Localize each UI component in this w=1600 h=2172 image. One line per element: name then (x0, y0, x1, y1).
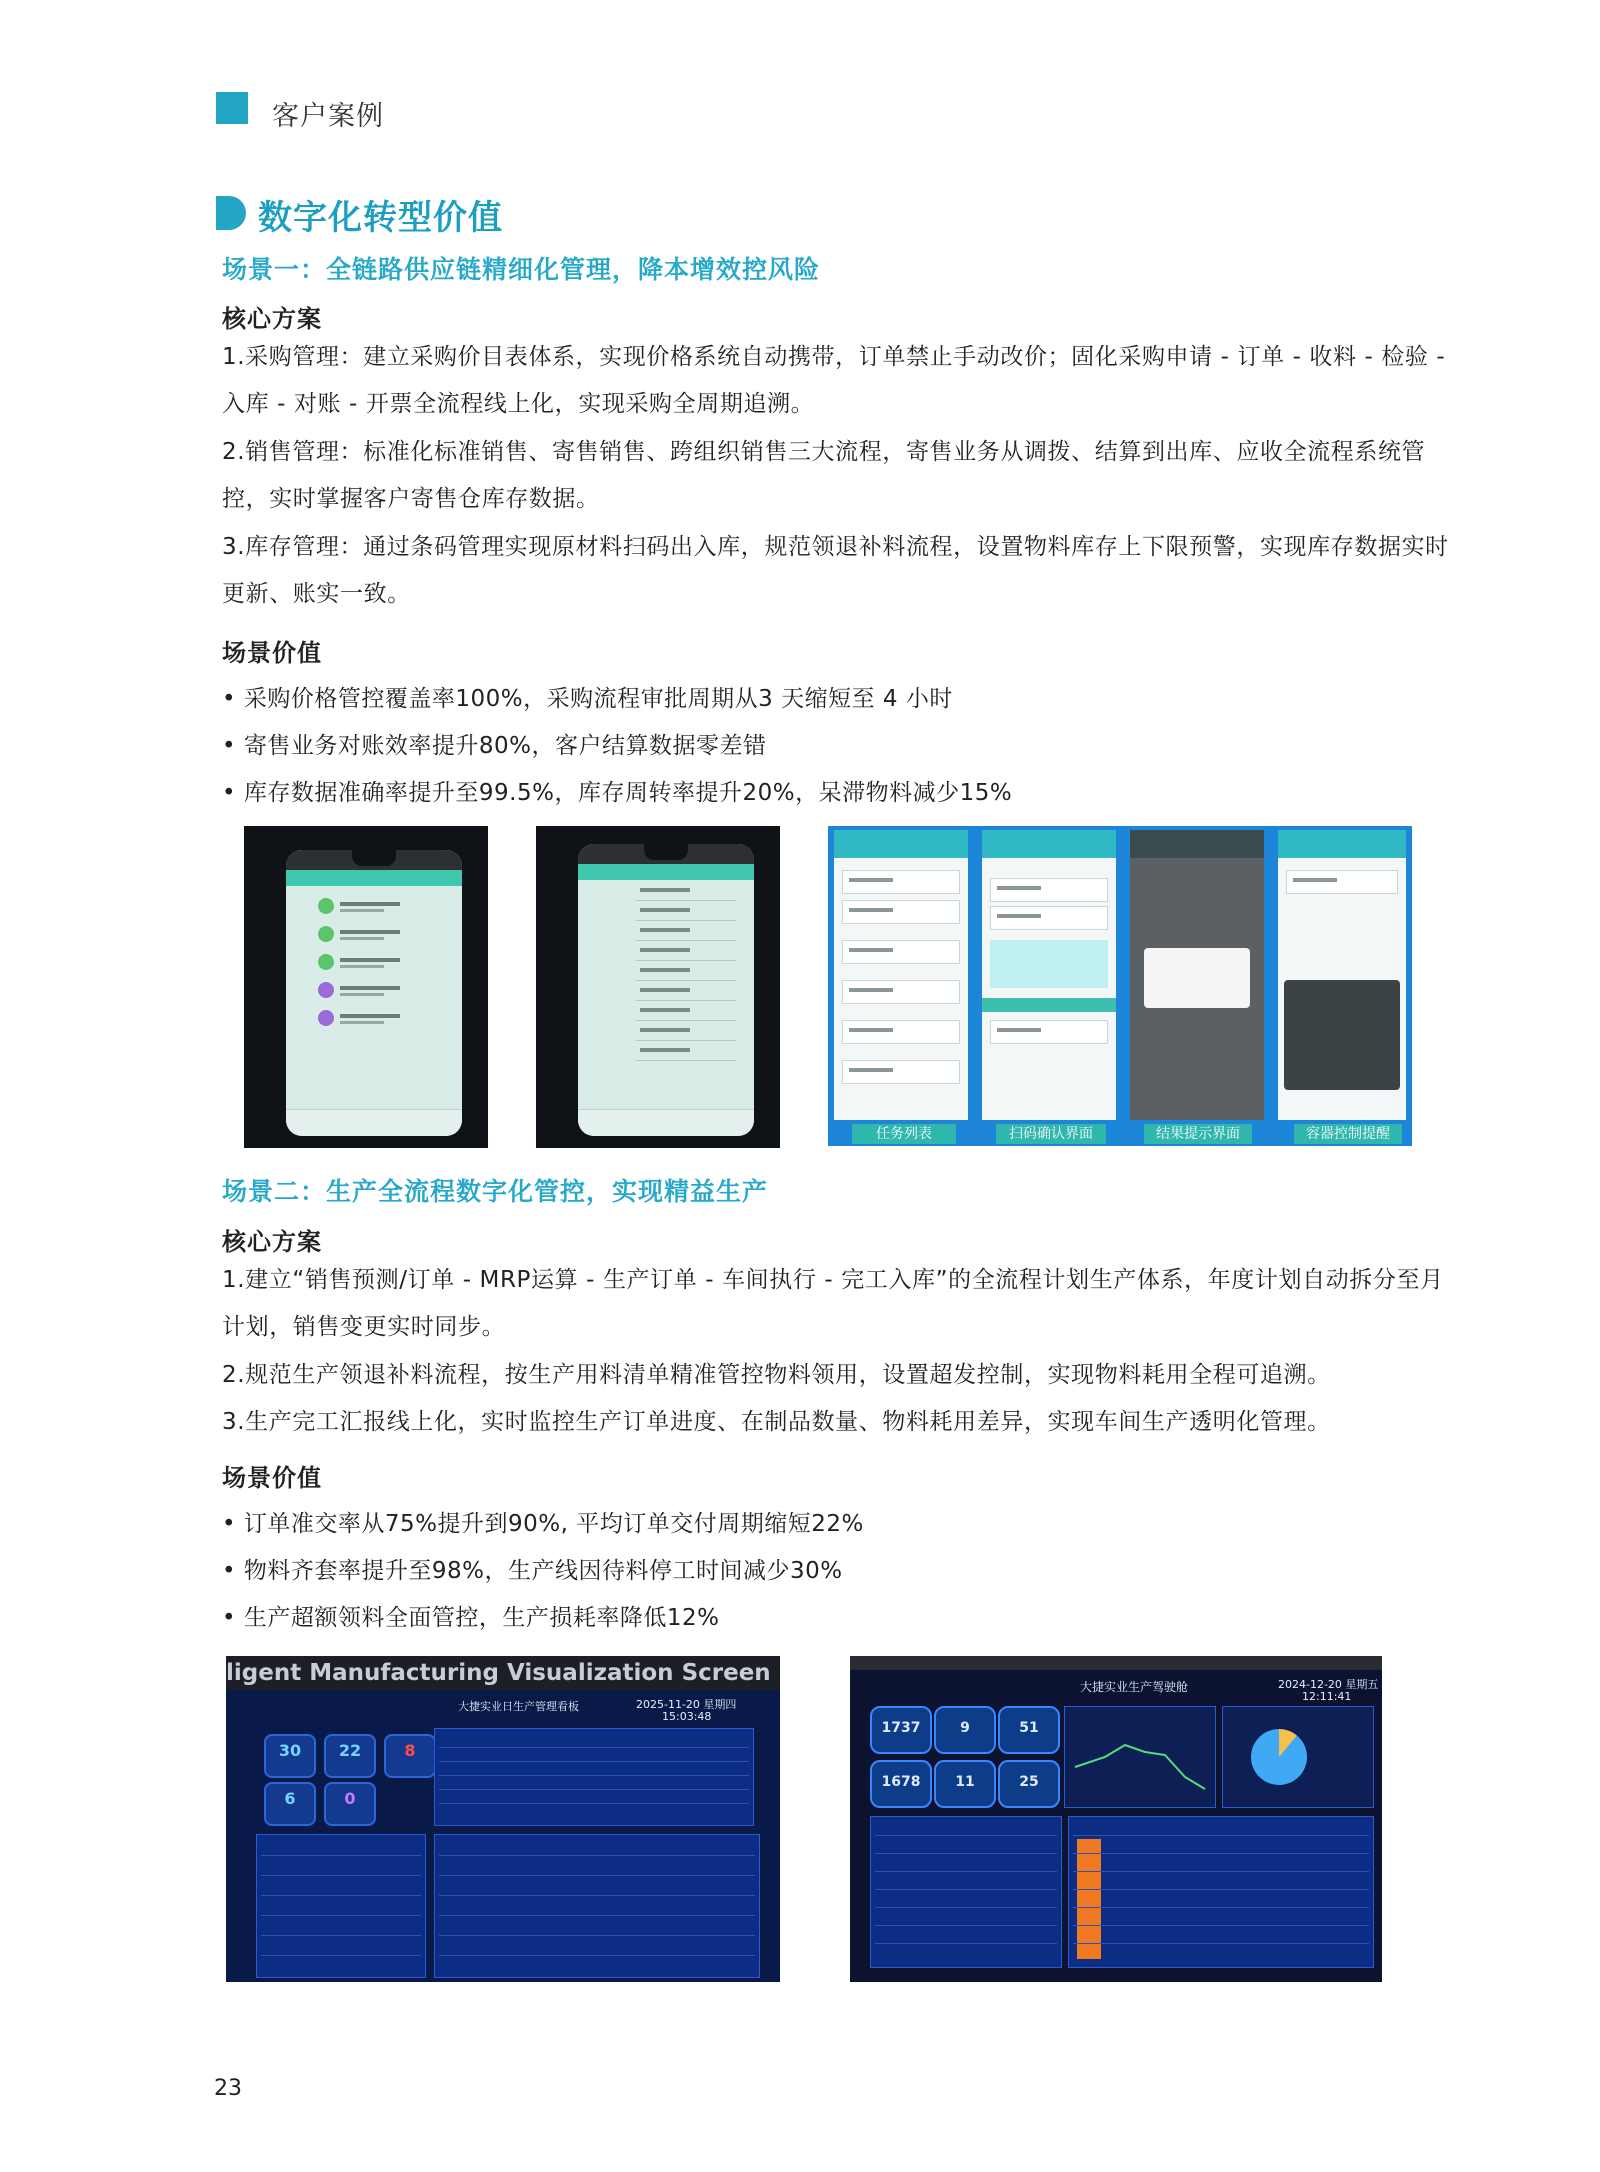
section-title: 数字化转型价值 (258, 198, 503, 238)
dashboard2-left-table (870, 1816, 1062, 1968)
caption-container-warning: 容器控制提醒 (1294, 1124, 1402, 1144)
page-number: 23 (214, 2076, 242, 2101)
dashboard2-kpi-1: 1737 (870, 1706, 932, 1754)
dashboard1-kpi-5: 0 (324, 1782, 376, 1826)
scene2-title: 场景二：生产全流程数字化管控，实现精益生产 (222, 1177, 769, 1206)
caption-result-prompt: 结果提示界面 (1144, 1124, 1252, 1144)
dashboard-photo-2 (850, 1656, 1382, 1982)
caption-scan-confirm: 扫码确认界面 (996, 1124, 1106, 1144)
app-screen-result-prompt (1130, 830, 1264, 1120)
phone-screen (286, 850, 462, 1136)
scene1-solution-heading: 核心方案 (222, 305, 322, 333)
scene2-value-3: • 生产超额领料全面管控，生产损耗率降低12% (222, 1605, 720, 1631)
trend-line-graphic (1065, 1707, 1215, 1807)
dashboard1-kpi-2: 22 (324, 1734, 376, 1778)
section-label: 客户案例 (272, 101, 384, 132)
dashboard2-kpi-3: 51 (998, 1706, 1060, 1754)
dashboard1-output-table (256, 1834, 426, 1978)
scene1-item-3: 3.库存管理：通过条码管理实现原材料扫码出入库，规范领退补料流程，设置物料库存上下限预警，实现库存数据实时更新、账实一致。 (222, 534, 1449, 607)
scene2-value-1: • 订单准交率从75%提升到90%, 平均订单交付周期缩短22% (222, 1511, 864, 1537)
scene1-value-2: • 寄售业务对账效率提升80%，客户结算数据零差错 (222, 733, 767, 759)
dashboard1-kpi-4: 6 (264, 1782, 316, 1826)
dashboard2-kpi-4: 1678 (870, 1760, 932, 1808)
app-screen-scan-confirm (982, 830, 1116, 1120)
scene1-title: 场景一：全链路供应链精细化管理，降本增效控风险 (222, 255, 821, 284)
dashboard2-date: 2024-12-20 星期五 (1278, 1678, 1379, 1691)
scene1-value-1: • 采购价格管控覆盖率100%，采购流程审批周期从3 天缩短至 4 小时 (222, 686, 953, 712)
scene2-solution-heading: 核心方案 (222, 1228, 322, 1256)
dashboard-photo-1 (226, 1656, 780, 1982)
app-screen-task-list (834, 830, 968, 1120)
header-accent-square (216, 92, 248, 124)
dashboard1-task-table (434, 1728, 754, 1826)
phone-photo-1 (244, 826, 488, 1148)
scene1-item-1: 1.采购管理：建立采购价目表体系，实现价格系统自动携带，订单禁止手动改价；固化采购申请 - 订单 - 收料 - 检验 - 入库 - 对账 - 开票全流程线上化，实现采购全周期追溯。 (222, 344, 1446, 417)
scene2-item-3: 3.生产完工汇报线上化，实时监控生产订单进度、在制品数量、物料耗用差异，实现车间生产透明化管理。 (222, 1409, 1331, 1435)
caption-task-list: 任务列表 (852, 1124, 956, 1144)
app-screenshots-panel (828, 826, 1412, 1146)
phone-screen (578, 844, 754, 1136)
scene2-item-2: 2.规范生产领退补料流程，按生产用料清单精准管控物料领用，设置超发控制，实现物料耗用全程可追溯。 (222, 1362, 1331, 1388)
dashboard2-kpi-5: 11 (934, 1760, 996, 1808)
dashboard2-title: 大捷实业生产驾驶舱 (1080, 1680, 1189, 1694)
scene2-value-2: • 物料齐套率提升至98%，生产线因待料停工时间减少30% (222, 1558, 843, 1584)
dashboard1-datetime: 2025-11-20 星期四 (636, 1698, 737, 1711)
dashboard2-right-table (1068, 1816, 1374, 1968)
dashboard2-time: 12:11:41 (1302, 1690, 1352, 1703)
phone-photo-2 (536, 826, 780, 1148)
section-title-marker (216, 196, 246, 230)
dashboard1-kpi-3: 8 (384, 1734, 436, 1778)
scene1-item-2: 2.销售管理：标准化标准销售、寄售销售、跨组织销售三大流程，寄售业务从调拨、结算到出库、应收全流程系统管控，实时掌握客户寄售仓库存数据。 (222, 439, 1426, 512)
scene2-value-heading: 场景价值 (222, 1464, 322, 1492)
dashboard2-kpi-6: 25 (998, 1760, 1060, 1808)
dashboard1-order-table (434, 1834, 760, 1978)
scene1-value-heading: 场景价值 (222, 639, 322, 667)
dashboard2-kpi-2: 9 (934, 1706, 996, 1754)
dashboard2-pie-chart (1222, 1706, 1374, 1808)
app-screen-container-warning (1278, 830, 1406, 1120)
dashboard1-title: 大捷实业日生产管理看板 (458, 1700, 579, 1713)
dashboard2-trend-chart (1064, 1706, 1216, 1808)
dashboard1-kpi-1: 30 (264, 1734, 316, 1778)
scene2-item-1: 1.建立“销售预测/订单 - MRP运算 - 生产订单 - 车间执行 - 完工入库”的全流程计划生产体系，年度计划自动拆分至月计划，销售变更实时同步。 (222, 1267, 1444, 1340)
dashboard1-banner: ligent Manufacturing Visualization Screen (226, 1660, 771, 1686)
scene1-value-3: • 库存数据准确率提升至99.5%，库存周转率提升20%，呆滞物料减少15% (222, 780, 1013, 806)
dashboard1-time: 15:03:48 (662, 1710, 712, 1723)
